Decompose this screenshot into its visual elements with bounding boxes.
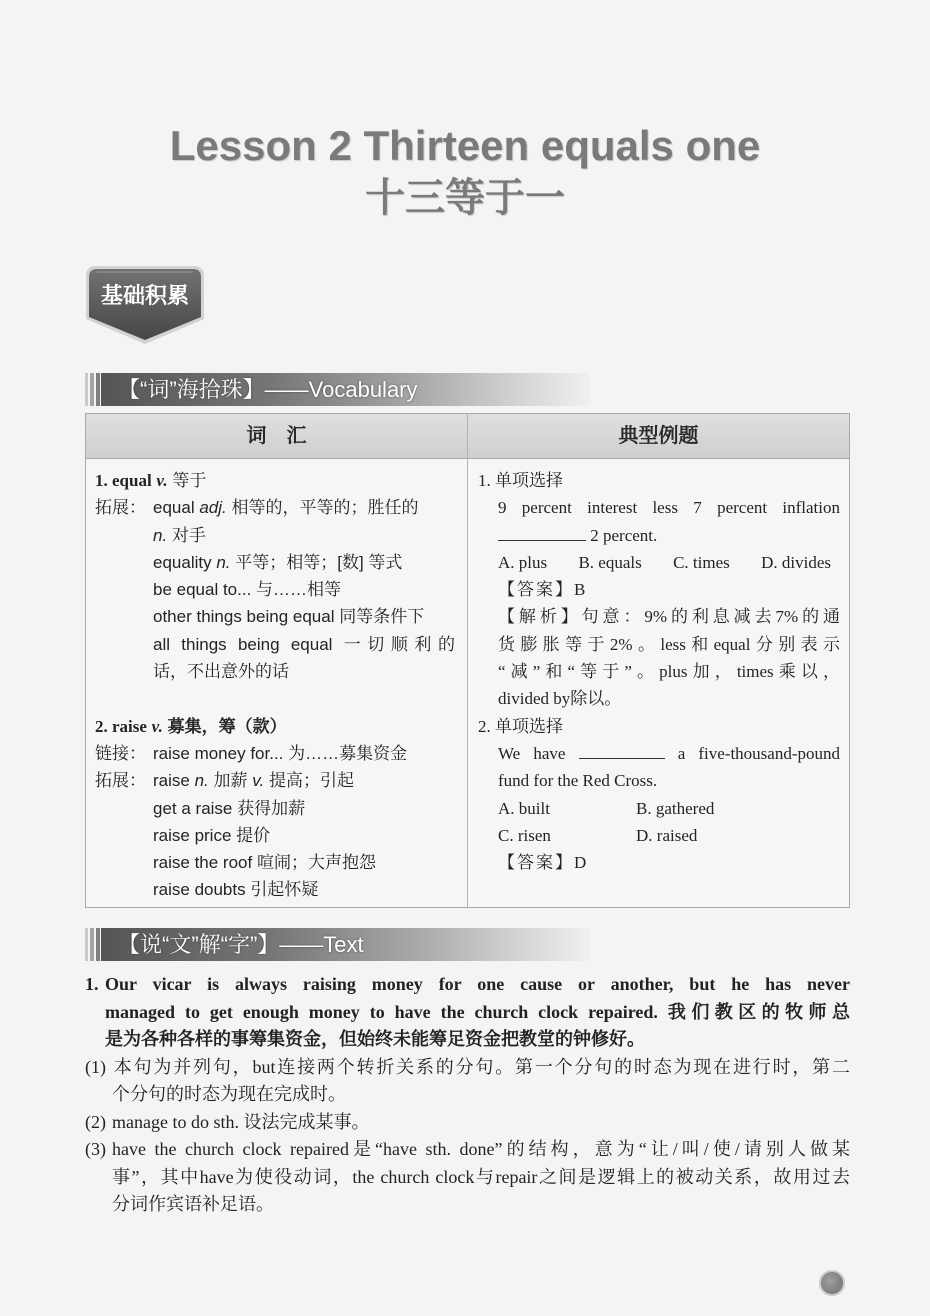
answer-blank — [498, 524, 586, 541]
word-entry-raise — [95, 713, 455, 740]
note-line — [85, 1136, 850, 1164]
note-text: manage to do sth. 设法完成某事。 — [112, 1111, 370, 1132]
question-text: 2 percent. — [590, 525, 658, 545]
note-number: (1) — [85, 1056, 106, 1077]
answer-line: 【答案】D — [498, 853, 589, 873]
question-text: We have — [498, 743, 566, 763]
bar-stripe — [96, 928, 100, 961]
option: D. divides — [761, 552, 831, 572]
bar-stripe — [90, 928, 94, 961]
part-of-speech: v. — [151, 716, 163, 736]
text-section-bar — [85, 928, 590, 961]
note-text: 本句为并列句，but连接两个转折关系的分句。第一个分句的时态为现在进行时，第二 — [112, 1056, 850, 1077]
header-examples: 典型例题 — [618, 425, 699, 447]
examples-column — [468, 459, 849, 907]
vocabulary-section-bar — [85, 373, 590, 406]
part-of-speech: adj. — [199, 498, 227, 518]
ext-meaning: 相等的，平等的；胜任的 — [231, 498, 419, 518]
sentence-line: 是为各种各样的事筹集资金，但始终未能筹足资金把教堂的钟修好。 — [105, 1029, 645, 1049]
option: A. built — [498, 798, 550, 818]
page-number-badge-icon — [819, 1270, 845, 1296]
table-header — [86, 414, 849, 459]
header-words: 词 汇 — [86, 414, 468, 458]
sentence-line — [85, 971, 850, 999]
link-label: 链接： — [95, 743, 146, 763]
part-of-speech: v. — [252, 771, 265, 791]
link-text: raise money for... 为……募集资金 — [153, 743, 408, 763]
part-of-speech: n. — [216, 552, 231, 572]
phrase-line: all things being equal 一切顺利的 — [153, 634, 455, 654]
note-line: 事”，其中have为使役动词，the church clock与repair之间是逻辑上的被动关系，故用过去 — [112, 1166, 850, 1187]
sentence-text: Our vicar is always raising money for one cause or another, but he has never — [105, 974, 850, 994]
option: A. plus — [498, 552, 548, 572]
note-number: (2) — [85, 1111, 106, 1132]
option: D. raised — [636, 825, 698, 845]
analysis-line: 货膨胀等于2%。less和equal分别表示 — [498, 634, 840, 654]
analysis-line: divided by除以。 — [498, 689, 622, 709]
note-line — [85, 1109, 850, 1137]
question-line: fund for the Red Cross. — [498, 771, 658, 791]
word-meaning: 募集，筹（款） — [167, 716, 287, 736]
note-line — [85, 1054, 850, 1082]
answer-line: 【答案】B — [498, 580, 588, 600]
note-text: have the church clock repaired是“have sth. done”的结构，意为“让/叫/使/请别人做某 — [112, 1139, 850, 1159]
option: C. risen — [498, 825, 551, 845]
ext-meaning: 对手 — [171, 525, 206, 545]
example-title: 2. 单项选择 — [478, 716, 563, 736]
question-text: a five-thousand-pound — [677, 743, 841, 763]
phrase-line: 话，不出意外的话 — [153, 662, 289, 682]
vocabulary-heading: 【“词”海拾珠】——Vocabulary — [118, 377, 418, 402]
word-meaning: 等于 — [172, 471, 207, 490]
text-heading: 【说“文”解“字”】——Text — [118, 932, 364, 957]
table-body — [86, 459, 849, 907]
extension-line — [95, 522, 455, 549]
options-row — [478, 795, 840, 822]
extension-line — [95, 767, 455, 794]
vocabulary-table — [85, 413, 850, 908]
bar-stripe — [85, 373, 88, 406]
words-column — [86, 459, 468, 907]
text-section — [85, 971, 850, 1219]
option: C. times — [673, 552, 730, 572]
bar-stripe — [90, 373, 94, 406]
badge-label: 基础积累 — [100, 284, 189, 309]
word-head: 2. raise — [95, 716, 147, 736]
bar-stripe — [85, 928, 88, 961]
ext-meaning: 加薪 — [213, 771, 248, 791]
bar-stripe — [96, 373, 100, 406]
phrase-line: raise doubts 引起怀疑 — [153, 880, 319, 900]
answer-blank — [579, 742, 665, 759]
question-line: 9 percent interest less 7 percent inflation — [498, 498, 840, 518]
extension-line — [95, 494, 455, 521]
lesson-title: Lesson 2 Thirteen equals one — [169, 122, 761, 169]
option: B. equals — [578, 552, 642, 572]
spacer-line — [95, 685, 455, 712]
example-title: 1. 单项选择 — [478, 471, 563, 490]
analysis-line: 【解析】句意：9%的利息减去7%的通 — [498, 607, 840, 627]
part-of-speech: n. — [153, 525, 168, 545]
extension-label: 拓展： — [95, 771, 146, 791]
part-of-speech: n. — [194, 771, 209, 791]
phrase-line: raise price 提价 — [153, 825, 271, 845]
section-badge — [84, 264, 206, 346]
options-row — [478, 549, 840, 576]
phrase-line: raise the roof 喧闹；大声抱怨 — [153, 853, 376, 873]
ext-word: equality — [153, 552, 212, 572]
question-line — [478, 522, 840, 549]
analysis-line: “减”和“等于”。plus加，times乘以， — [498, 662, 840, 682]
part-of-speech: v. — [156, 471, 168, 490]
phrase-line: be equal to... 与……相等 — [153, 580, 342, 600]
word-head: 1. equal — [95, 471, 152, 490]
sentence-line: managed to get enough money to have the church clock repaired. 我们教区的牧师总 — [105, 1001, 850, 1022]
options-row — [478, 822, 840, 849]
note-number: (3) — [85, 1139, 106, 1159]
link-line — [95, 740, 455, 767]
extension-label: 拓展： — [95, 498, 146, 518]
question-line — [478, 740, 840, 767]
option: B. gathered — [636, 798, 715, 818]
note-line: 个分句的时态为现在完成时。 — [112, 1084, 346, 1104]
ext-word: raise — [153, 771, 190, 791]
ext-meaning: 平等；相等；[数] 等式 — [235, 552, 403, 572]
ext-meaning: 提高；引起 — [268, 771, 354, 791]
lesson-title-chinese: 十三等于一 — [365, 175, 565, 221]
note-line: 分词作宾语补足语。 — [112, 1194, 274, 1214]
phrase-line: other things being equal 同等条件下 — [153, 607, 425, 627]
word-entry-equal — [95, 467, 455, 494]
phrase-line: get a raise 获得加薪 — [153, 798, 306, 818]
sentence-number: 1. — [85, 974, 99, 994]
extension-line — [95, 549, 455, 576]
ext-word: equal — [153, 498, 195, 518]
